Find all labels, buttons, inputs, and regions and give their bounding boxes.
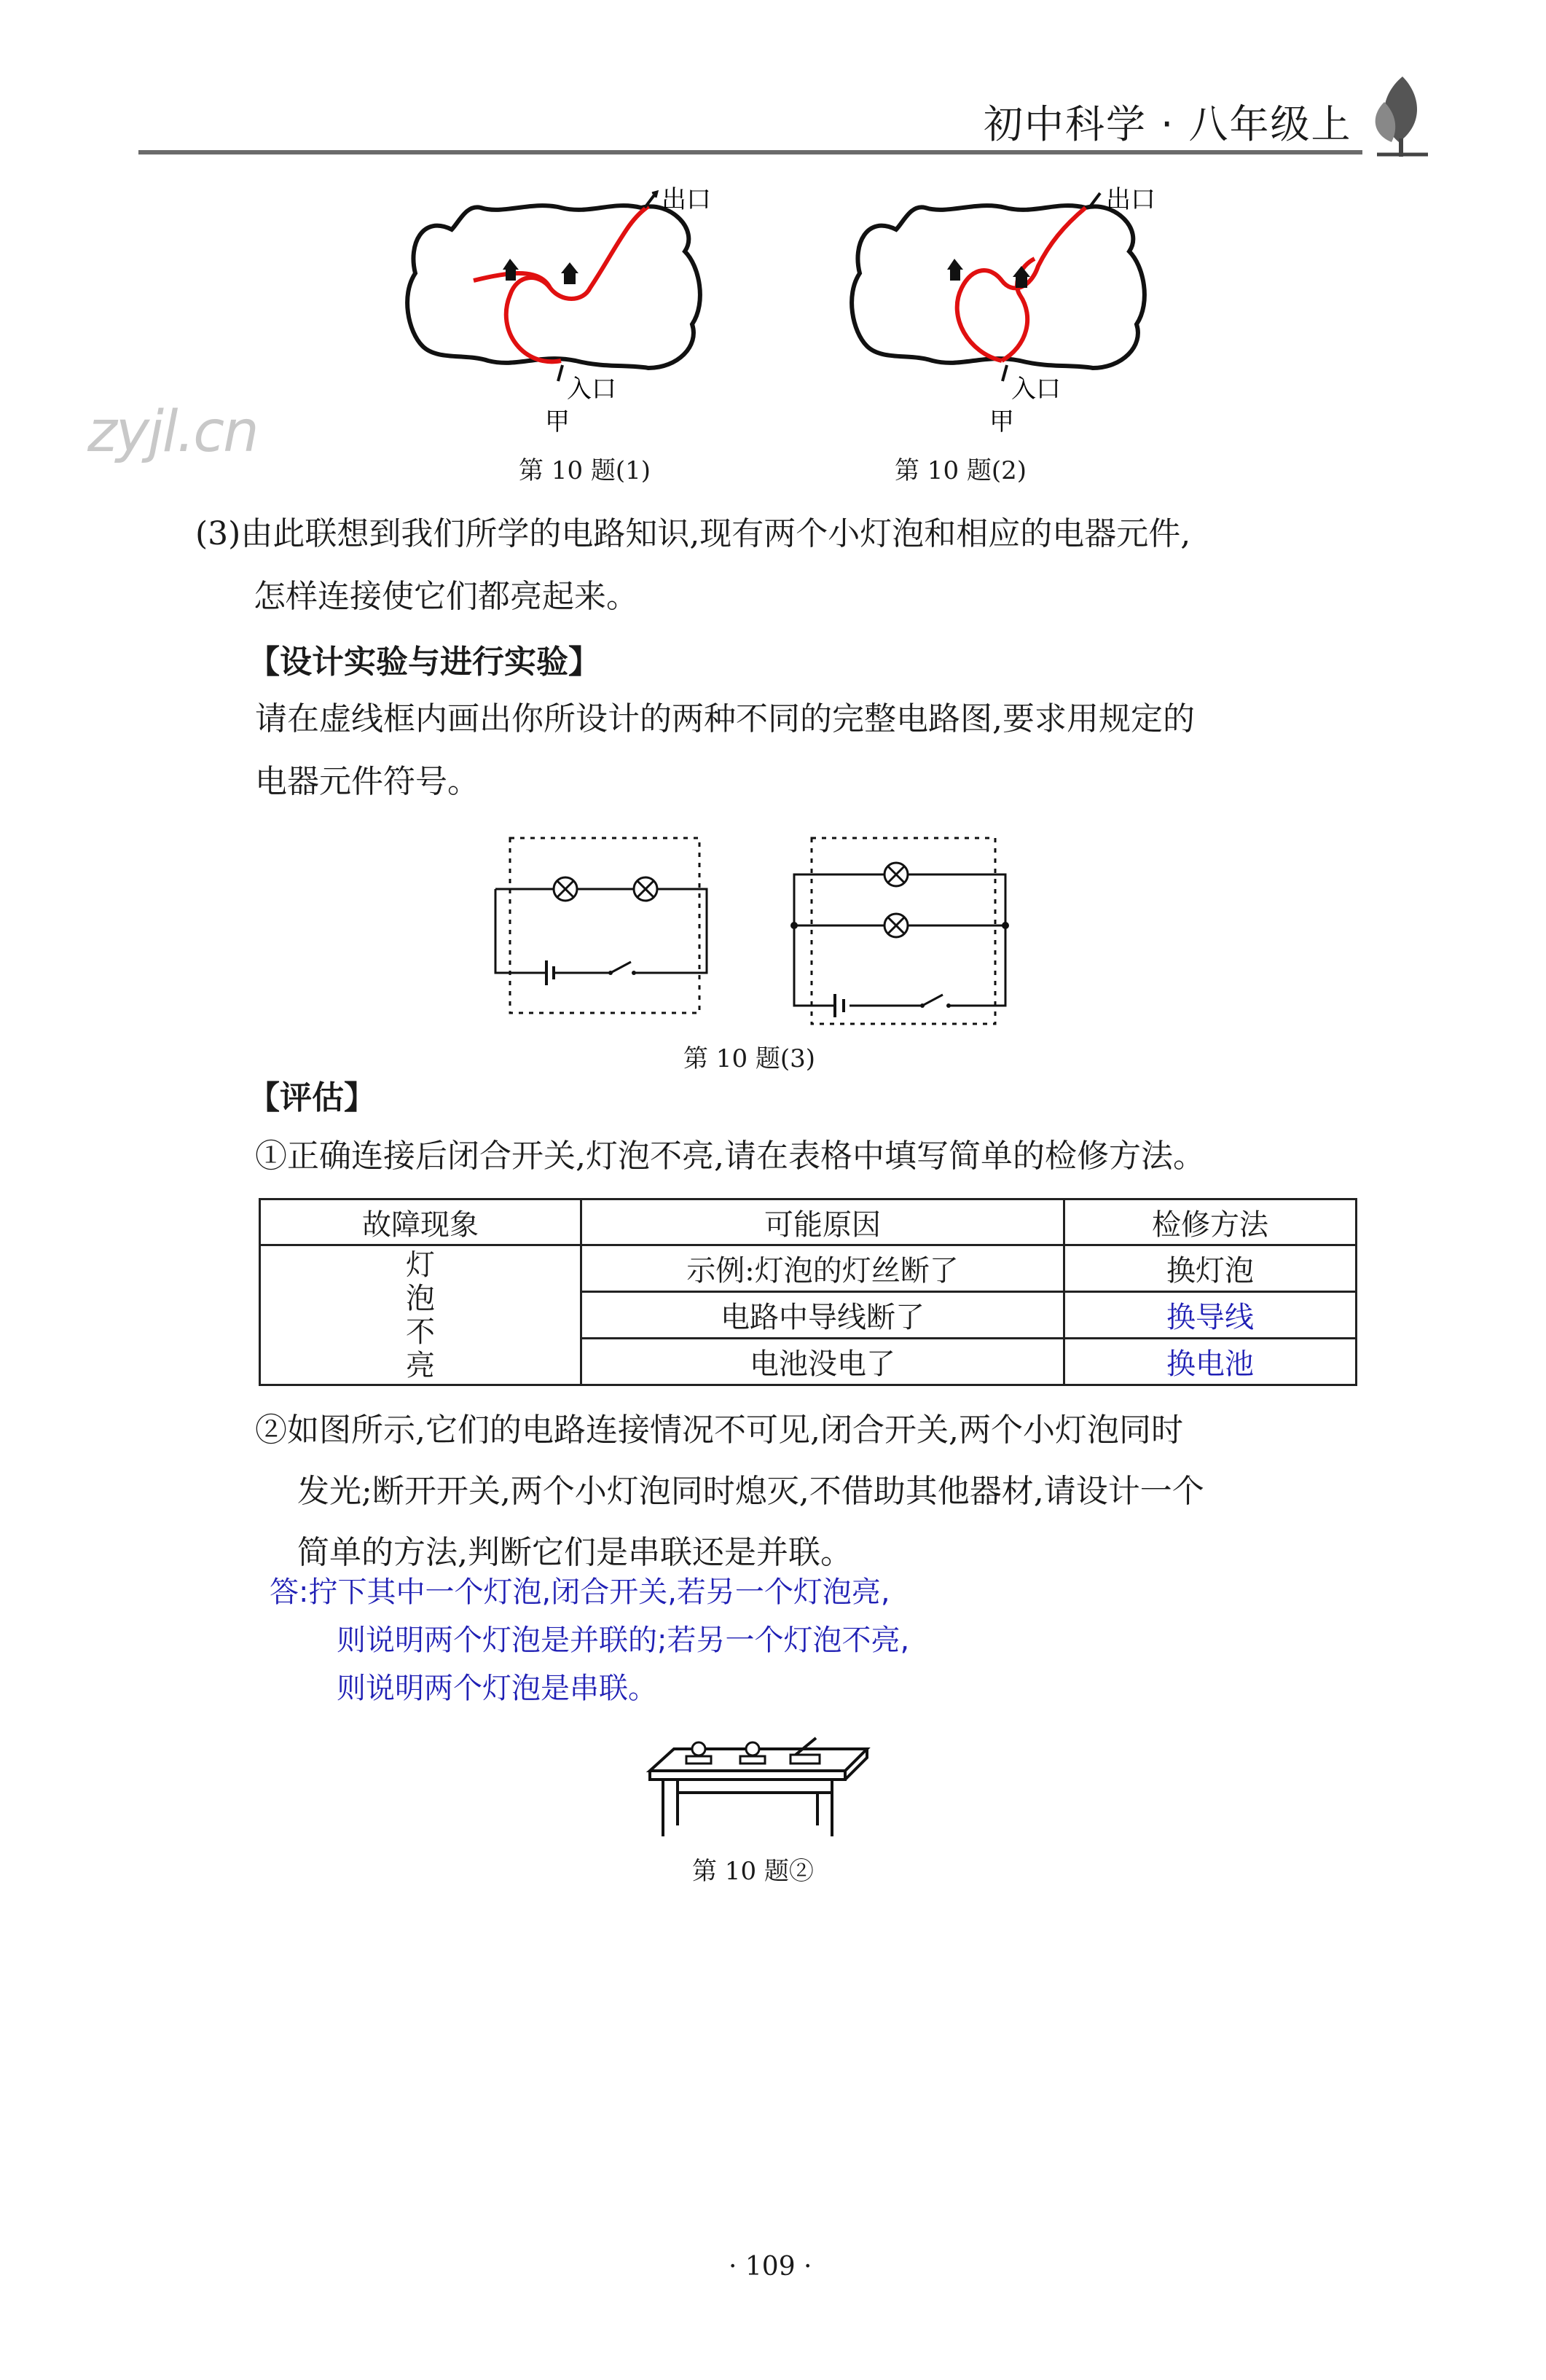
person-label: 甲 xyxy=(989,407,1014,437)
header-title: 初中科学 · 八年级上 xyxy=(984,101,1352,147)
design-section-heading: 【设计实验与进行实验】 xyxy=(248,643,600,681)
evaluation-item1: ①正确连接后闭合开关,灯泡不亮,请在表格中填写简单的检修方法。 xyxy=(255,1138,1205,1175)
header-fix: 检修方法 xyxy=(1064,1199,1357,1245)
maze-figure-2 xyxy=(838,186,1173,441)
table-with-bulbs-figure xyxy=(641,1720,874,1844)
question3-line1: (3)由此联想到我们所学的电路知识,现有两个小灯泡和相应的电器元件, xyxy=(195,515,1191,552)
table-header-row xyxy=(260,1199,1357,1245)
header-symptom: 故障现象 xyxy=(260,1199,581,1245)
parallel-circuit-diagram xyxy=(787,831,1020,1035)
symptom-char: 不 xyxy=(406,1315,435,1349)
symptom-char: 灯 xyxy=(406,1248,435,1282)
bulb-icon xyxy=(554,877,577,901)
maze-caption-2: 第 10 题(2) xyxy=(895,456,1027,485)
battery-icon xyxy=(546,960,554,985)
person-label: 甲 xyxy=(545,407,570,437)
switch-icon xyxy=(608,962,636,975)
evaluation-item2-line2: 发光;断开开关,两个小灯泡同时熄灭,不借助其他器材,请设计一个 xyxy=(297,1473,1204,1510)
evaluation-item2-line3: 简单的方法,判断它们是串联还是并联。 xyxy=(297,1534,852,1571)
circuit-caption: 第 10 题(3) xyxy=(683,1044,816,1073)
header-rule xyxy=(138,150,1362,154)
exit-label: 出口 xyxy=(662,185,711,214)
answer-line2: 则说明两个灯泡是并联的;若另一个灯泡不亮, xyxy=(337,1624,910,1657)
header-cause: 可能原因 xyxy=(581,1199,1064,1245)
evaluation-heading: 【评估】 xyxy=(248,1079,376,1116)
answer-line1: 答:拧下其中一个灯泡,闭合开关,若另一个灯泡亮, xyxy=(270,1575,890,1609)
entrance-label: 入口 xyxy=(567,375,616,404)
design-instruction-line1: 请在虚线框内画出你所设计的两种不同的完整电路图,要求用规定的 xyxy=(255,700,1195,737)
cause-cell: 电池没电了 xyxy=(581,1338,1064,1385)
fault-table xyxy=(259,1198,1357,1386)
symptom-char: 亮 xyxy=(406,1348,435,1382)
evaluation-item2-line1: ②如图所示,它们的电路连接情况不可见,闭合开关,两个小灯泡同时 xyxy=(255,1412,1183,1449)
maze-caption-1: 第 10 题(1) xyxy=(519,456,651,485)
watermark: zyjl.cn xyxy=(87,399,258,465)
bulb-icon xyxy=(884,863,908,886)
bulb-icon xyxy=(634,877,657,901)
leaf-tree-logo-icon xyxy=(1370,73,1435,160)
answer-line3: 则说明两个灯泡是串联。 xyxy=(337,1672,657,1705)
series-circuit-diagram xyxy=(488,831,721,1020)
cause-cell: 示例:灯泡的灯丝断了 xyxy=(581,1245,1064,1292)
house-icon xyxy=(947,259,963,281)
symptom-char: 泡 xyxy=(406,1281,435,1315)
cause-cell: 电路中导线断了 xyxy=(581,1291,1064,1338)
fix-cell: 换导线 xyxy=(1064,1291,1357,1338)
exit-label: 出口 xyxy=(1106,185,1155,214)
bulb-icon xyxy=(884,914,908,937)
table-row xyxy=(260,1245,1357,1292)
house-icon xyxy=(503,259,519,281)
maze-figure-1 xyxy=(393,186,729,441)
fix-cell: 换灯泡 xyxy=(1064,1245,1357,1292)
symptom-cell xyxy=(260,1245,581,1385)
entrance-label: 入口 xyxy=(1011,375,1061,404)
table-figure-caption: 第 10 题② xyxy=(692,1857,814,1886)
design-instruction-line2: 电器元件符号。 xyxy=(255,763,479,800)
question3-line2: 怎样连接使它们都亮起来。 xyxy=(254,578,638,615)
fix-cell: 换电池 xyxy=(1064,1338,1357,1385)
house-icon xyxy=(561,262,578,284)
page-number: · 109 · xyxy=(729,2252,812,2282)
